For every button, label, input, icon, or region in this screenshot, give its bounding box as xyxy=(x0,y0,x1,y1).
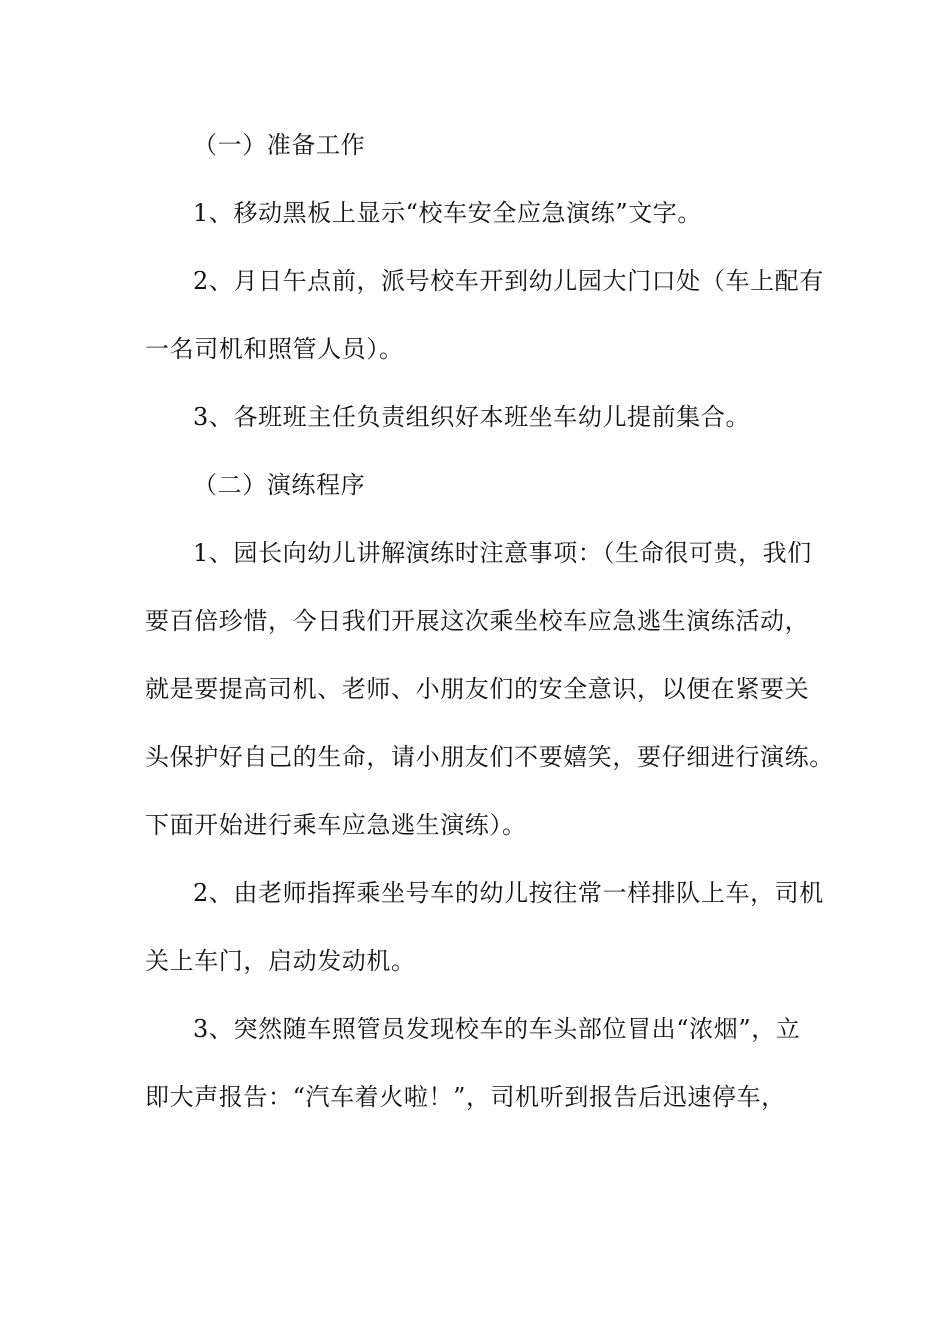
paragraph-line: 关上车门，启动发动机。 xyxy=(145,947,416,975)
section-heading-preparation: （一）准备工作 xyxy=(193,131,366,159)
paragraph-line: 3、各班班主任负责组织好本班坐车幼儿提前集合。 xyxy=(193,403,751,431)
paragraph-line: 1、园长向幼儿讲解演练时注意事项：（生命很可贵，我们 xyxy=(193,539,812,567)
document-body xyxy=(145,128,834,1148)
paragraph-line: 一名司机和照管人员）。 xyxy=(145,335,404,363)
paragraph-line: 2、由老师指挥乘坐号车的幼儿按往常一样排队上车，司机 xyxy=(193,879,824,907)
paragraph-line: 要百倍珍惜，今日我们开展这次乘坐校车应急逃生演练活动， xyxy=(145,607,810,635)
paragraph-line: 3、突然随车照管员发现校车的车头部位冒出“浓烟”，立 xyxy=(193,1015,801,1043)
paragraph-line: 头保护好自己的生命，请小朋友们不要嬉笑，要仔细进行演练。 xyxy=(145,743,834,771)
paragraph-line: 即大声报告：“汽车着火啦！”，司机听到报告后迅速停车， xyxy=(145,1083,786,1111)
paragraph-line: 1、移动黑板上显示“校车安全应急演练”文字。 xyxy=(193,199,703,227)
section-heading-procedure: （二）演练程序 xyxy=(193,471,366,499)
paragraph-line: 2、月日午点前，派号校车开到幼儿园大门口处（车上配有 xyxy=(193,267,824,295)
paragraph-line: 就是要提高司机、老师、小朋友们的安全意识，以便在紧要关 xyxy=(145,675,810,703)
paragraph-line: 下面开始进行乘车应急逃生演练）。 xyxy=(145,811,527,839)
